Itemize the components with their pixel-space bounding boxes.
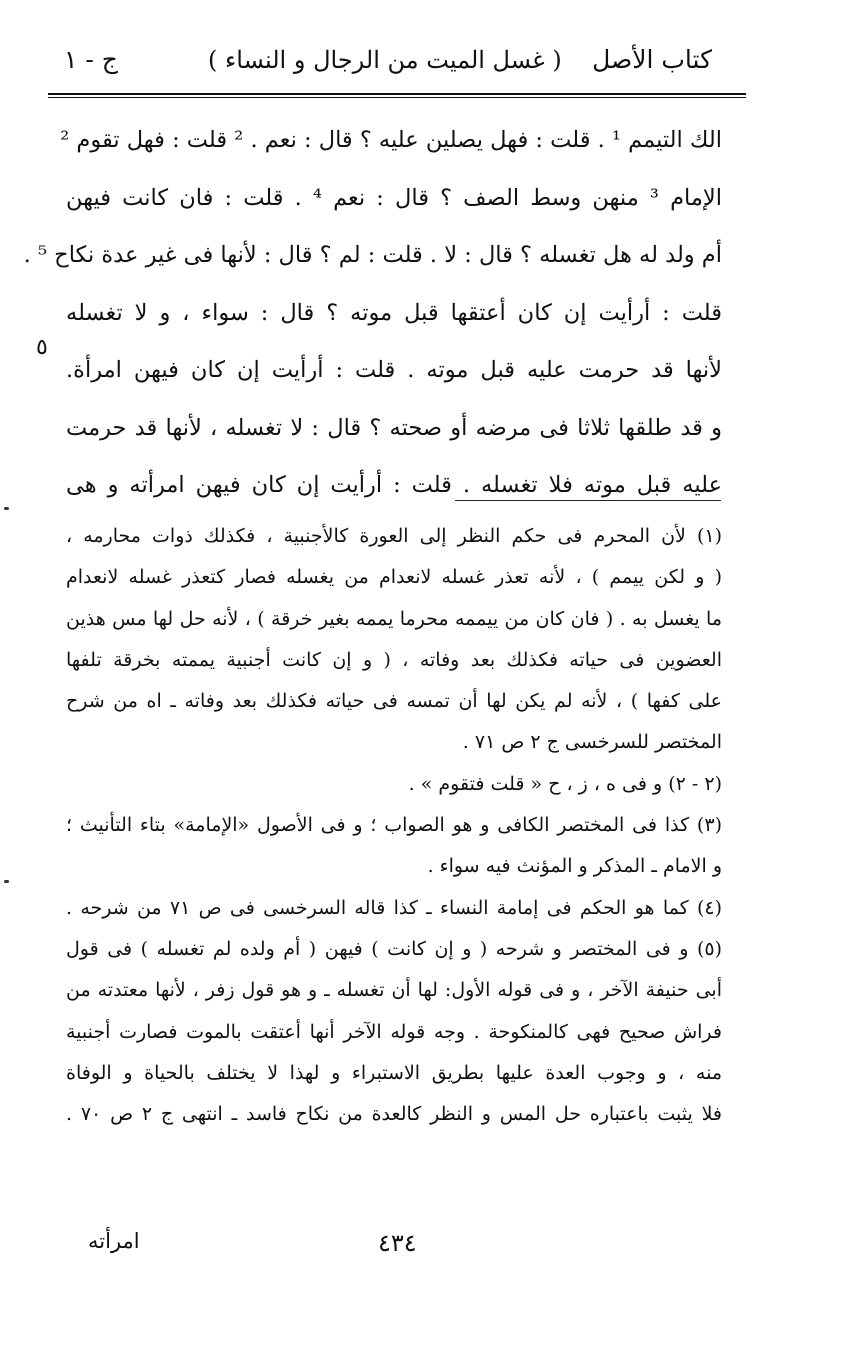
footnote-line: (١) لأن المحرم فى حكم النظر إلى العورة كالأجنبية ، فكذلك ذوات محارمه ، bbox=[66, 525, 722, 547]
footnote-line: فراش صحيح فهى كالمنكوحة . وجه قوله الآخر أنها أعتقت بالموت فصارت أجنبية bbox=[66, 1020, 722, 1043]
footnote-line: (٣) كذا فى المختصر الكافى و هو الصواب ؛ و فى الأصول «الإمامة» بتاء التأنيث ؛ bbox=[66, 814, 722, 837]
main-line: لأنها قد حرمت عليه قبل موته . قلت : أرأيت إن كان فيهن امرأة. bbox=[66, 357, 722, 383]
main-line: و قد طلقها ثلاثا فى مرضه أو صحته ؟ قال : لا تغسله ، لأنها قد حرمت bbox=[66, 414, 722, 441]
footnote-line: و الامام ـ المذكر و المؤنث فيه سواء . bbox=[427, 855, 722, 878]
page-number: ٤٣٤ bbox=[378, 1229, 417, 1257]
main-line: الإمام ³ منهن وسط الصف ؟ قال : نعم ⁴ . قلت : فان كانت فيهن bbox=[66, 184, 722, 211]
line-number-marker: ٥ bbox=[36, 335, 48, 360]
footnote-separator bbox=[455, 500, 721, 501]
main-line: عليه قبل موته فلا تغسله . قلت : أرأيت إن كان فيهن امرأته و هى bbox=[66, 472, 722, 498]
margin-speck bbox=[4, 507, 9, 510]
main-line: الك التيمم ¹ . قلت : فهل يصلين عليه ؟ قال : نعم . ² قلت : فهل تقوم ² bbox=[60, 127, 722, 153]
footnote-line: على كفها ) ، لأنه لم يكن لها أن تمسه فى حياته فكذلك بعد وفاته ـ اه من شرح bbox=[66, 690, 722, 713]
footnote-line: العضوين فى حياته فكذلك بعد وفاته ، ( و إن كانت أجنبية يممته بخرقة تلفها bbox=[66, 648, 722, 671]
chapter-title: ( غسل الميت من الرجال و النساء ) bbox=[208, 46, 562, 74]
footnote-line: (٤) كما هو الحكم فى إمامة النساء ـ كذا قاله السرخسى فى ص ٧١ من شرحه . bbox=[66, 896, 722, 919]
main-line: أم ولد له هل تغسله ؟ قال : لا . قلت : لم ؟ قال : لأنها فى غير عدة نكاح ⁵ . bbox=[23, 242, 722, 268]
footnote-line: ( و لكن ييمم ) ، لأنه تعذر غسله لانعدام من يغسله فصار كتعذر غسله لانعدام bbox=[66, 566, 722, 589]
footnote-line: منه ، و وجوب العدة عليها بطريق الاستبراء و لهذا لا يختلف بالحياة و الوفاة bbox=[66, 1061, 722, 1084]
catchword: امرأته bbox=[88, 1229, 140, 1253]
margin-speck bbox=[4, 880, 9, 883]
footnote-line: (٥) و فى المختصر و شرحه ( و إن كانت ) فيهن ( أم ولده لم تغسله ) فى قول bbox=[66, 937, 722, 960]
footnote-line: المختصر للسرخسى ج ٢ ص ٧١ . bbox=[462, 731, 722, 754]
footnotes bbox=[66, 516, 722, 1135]
main-text bbox=[23, 112, 722, 515]
book-title: كتاب الأصل bbox=[592, 45, 712, 74]
volume-number: ج - ١ bbox=[64, 45, 118, 74]
footnote-line: (٢ - ٢) و فى ه ، ز ، ح « قلت فتقوم » . bbox=[408, 772, 722, 795]
header-rule bbox=[48, 93, 746, 95]
main-line: قلت : أرأيت إن كان أعتقها قبل موته ؟ قال : سواء ، و لا تغسله bbox=[66, 299, 722, 326]
footnote-line: ما يغسل به . ( فان كان من ييممه محرما يممه بغير خرقة ) ، لأنه حل لها مس هذين bbox=[66, 607, 722, 630]
footnote-line: أبى حنيفة الآخر ، و فى قوله الأول: لها أن تغسله ـ و هو قول زفر ، لأنها معتدته من bbox=[66, 979, 722, 1002]
header-rule-thin bbox=[48, 97, 746, 98]
footnote-line: فلا يثبت باعتباره حل المس و النظر كالعدة من نكاح فاسد ـ انتهى ج ٢ ص ٧٠ . bbox=[66, 1103, 722, 1126]
